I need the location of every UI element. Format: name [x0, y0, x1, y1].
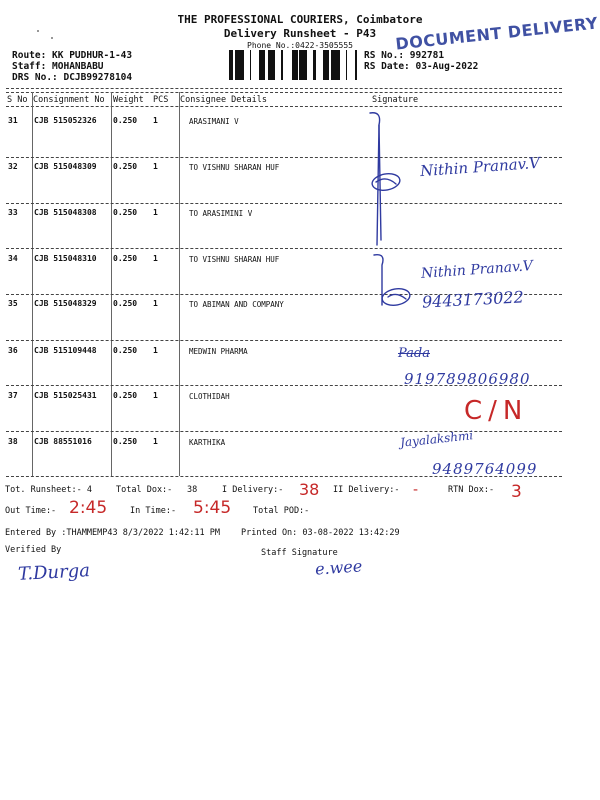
barcode: [229, 50, 357, 80]
i-delivery-value: 38: [299, 480, 320, 499]
row-consignee: KARTHIKA: [189, 438, 226, 447]
col-consignment: Consignment No: [33, 95, 105, 105]
phone-number: Phone No.:0422-3505555: [247, 41, 353, 50]
row-pcs: 1: [153, 391, 158, 400]
in-time-label: In Time:-: [130, 506, 177, 516]
row-pcs: 1: [153, 346, 158, 355]
ii-delivery-label: II Delivery:-: [333, 485, 400, 495]
row-consignment-no: CJB 515052326: [34, 116, 97, 125]
row-pcs: 1: [153, 208, 158, 217]
rtn-dox-label: RTN Dox:-: [448, 485, 495, 495]
rs-date: RS Date: 03-Aug-2022: [364, 61, 479, 72]
row-weight: 0.250: [113, 116, 138, 125]
verified-by-label: Verified By: [5, 545, 62, 555]
row-consignment-no: CJB 515025431: [34, 391, 97, 400]
row-consignment-no: CJB 515048308: [34, 208, 97, 217]
col-weight: Weight: [113, 95, 144, 105]
route: Route: KK PUDHUR-1-43: [12, 50, 133, 61]
col-sno: S No: [7, 95, 28, 105]
row-sno: 35: [8, 299, 18, 308]
col-consignee: Consignee Details: [180, 95, 267, 105]
col-pcs: PCS: [153, 95, 169, 105]
row-consignee: TO VISHNU SHARAN HUF: [189, 255, 280, 264]
row-consignment-no: CJB 88551016: [34, 437, 92, 446]
row-weight: 0.250: [113, 208, 138, 217]
handwritten-receiver-name: Nithin Pranav.V: [420, 258, 534, 282]
row-separator: [6, 340, 562, 341]
handwritten-phone-number: 9443173022: [421, 287, 525, 312]
handwritten-receiver-name: Jayalakshmi: [399, 428, 474, 450]
handwritten-cn-mark: C/N: [464, 396, 529, 426]
rs-number: RS No.: 992781: [364, 50, 445, 61]
row-consignee: TO VISHNU SHARAN HUF: [189, 163, 280, 172]
verified-by-signature: T.Durga: [17, 560, 91, 585]
handwritten-receiver-name: Pada: [398, 346, 430, 361]
row-sno: 33: [8, 208, 18, 217]
table-top-rule: [6, 88, 562, 89]
row-sno: 37: [8, 391, 18, 400]
row-sno: 34: [8, 254, 18, 263]
total-pod-label: Total POD:-: [253, 506, 310, 516]
row-consignee: TO ABIMAN AND COMPANY: [189, 300, 284, 309]
drs-number: DRS No.: DCJB99278104: [12, 72, 133, 83]
entered-by: Entered By :THAMMEMP43 8/3/2022 1:42:11 PM: [5, 528, 220, 538]
out-time-value: 2:45: [69, 498, 108, 518]
row-consignment-no: CJB 515048310: [34, 254, 97, 263]
total-runsheet: Tot. Runsheet:- 4: [5, 485, 92, 495]
ii-delivery-value: -: [413, 482, 419, 498]
total-dox-label: Total Dox:-: [116, 485, 173, 495]
handwritten-phone-number: 919789806980: [404, 370, 531, 388]
row-sno: 32: [8, 162, 18, 171]
row-consignee: ARASIMANI V: [189, 117, 239, 126]
row-weight: 0.250: [113, 346, 138, 355]
document-title: THE PROFESSIONAL COURIERS, Coimbatore: [177, 13, 423, 26]
handwritten-phone-number: 9489764099: [432, 460, 538, 478]
row-weight: 0.250: [113, 299, 138, 308]
row-sno: 31: [8, 116, 18, 125]
staff: Staff: MOHANBABU: [12, 61, 104, 72]
row-consignment-no: CJB 515109448: [34, 346, 97, 355]
rtn-dox-value: 3: [511, 482, 522, 502]
row-consignee: MEDWIN PHARMA: [189, 347, 248, 356]
col-divider: [179, 92, 180, 476]
staff-signature-label: Staff Signature: [261, 548, 338, 558]
row-pcs: 1: [153, 437, 158, 446]
row-pcs: 1: [153, 116, 158, 125]
in-time-value: 5:45: [193, 498, 232, 518]
table-top-rule-2: [6, 92, 562, 93]
document-subtitle: Delivery Runsheet - P43: [223, 27, 377, 40]
row-sno: 38: [8, 437, 18, 446]
row-consignee: TO ARASIMINI V: [189, 209, 253, 218]
row-consignee: CLOTHIDAH: [189, 392, 230, 401]
col-signature: Signature: [372, 95, 419, 105]
row-sno: 36: [8, 346, 18, 355]
col-divider: [32, 92, 33, 476]
out-time-label: Out Time:-: [5, 506, 57, 516]
staff-signature: e.wee: [314, 556, 363, 579]
row-consignment-no: CJB 515048329: [34, 299, 97, 308]
row-weight: 0.250: [113, 437, 138, 446]
row-weight: 0.250: [113, 391, 138, 400]
row-pcs: 1: [153, 299, 158, 308]
handwritten-receiver-name: Nithin Pranav.V: [419, 153, 541, 181]
document-delivery-stamp: DOCUMENT DELIVERY: [394, 13, 599, 54]
row-weight: 0.250: [113, 254, 138, 263]
row-separator: [6, 431, 562, 432]
row-weight: 0.250: [113, 162, 138, 171]
i-delivery-label: I Delivery:-: [222, 485, 284, 495]
col-divider: [111, 92, 112, 476]
total-dox-value: 38: [187, 485, 198, 495]
row-pcs: 1: [153, 254, 158, 263]
row-pcs: 1: [153, 162, 158, 171]
row-consignment-no: CJB 515048309: [34, 162, 97, 171]
printed-on: Printed On: 03-08-2022 13:42:29: [241, 528, 400, 538]
